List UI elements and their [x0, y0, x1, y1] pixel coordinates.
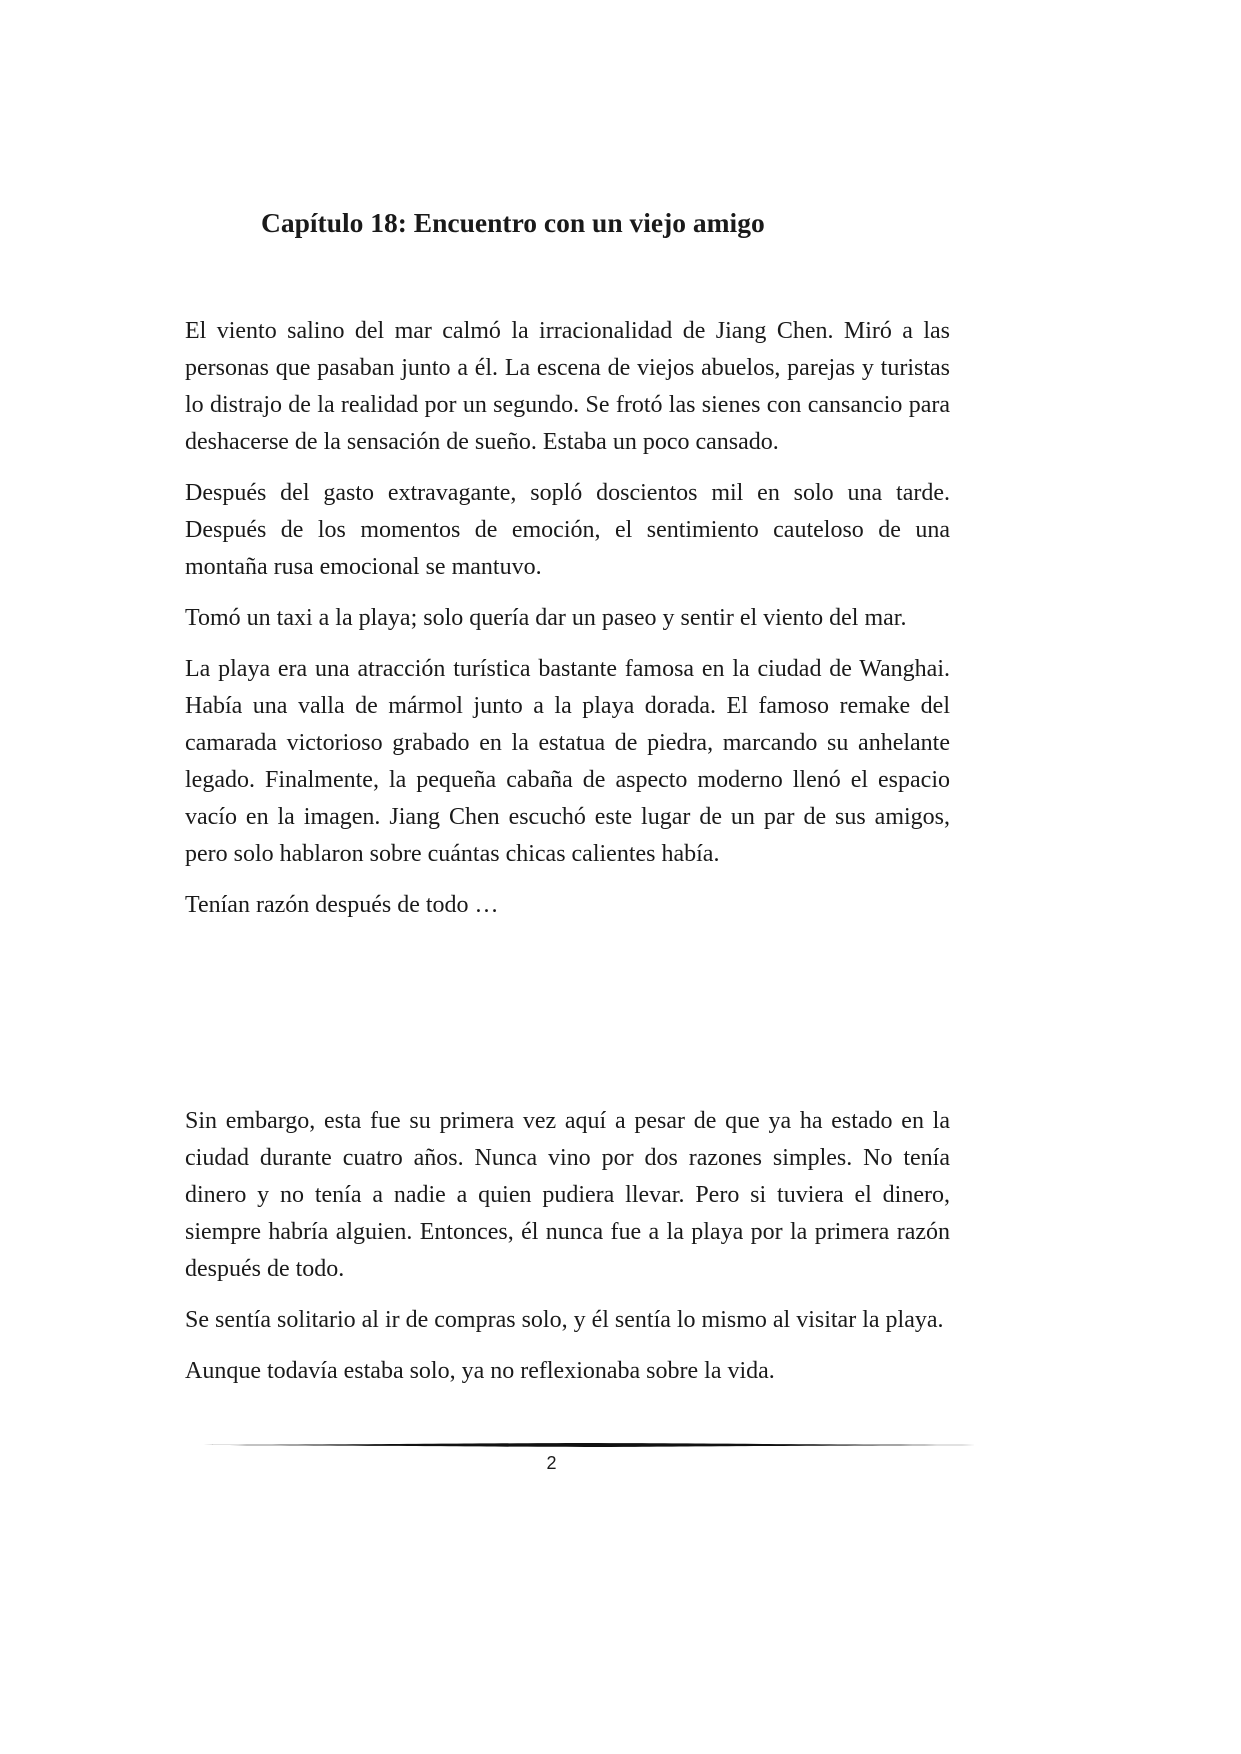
paragraph: La playa era una atracción turística bastante famosa en la ciudad de Wanghai. Había una valla de mármol junto a la playa dorada. El famoso remake del camarada victorioso grabado en la estatua de piedra, marcando su anhelante legado. Finalmente, la pequeña cabaña de aspecto moderno llenó el espacio vacío en la imagen. Jiang Chen escuchó este lugar de un par de sus amigos, pero solo hablaron sobre cuántas chicas calientes había.: [185, 656, 950, 867]
paragraph: Se sentía solitario al ir de compras solo, y él sentía lo mismo al visitar la playa.: [185, 1307, 944, 1333]
footer-divider-rule: [185, 1438, 989, 1452]
chapter-title: Capítulo 18: Encuentro con un viejo amigo: [261, 207, 765, 238]
paragraph: Tomó un taxi a la playa; solo quería dar un paseo y sentir el viento del mar.: [185, 605, 907, 631]
paragraph: Aunque todavía estaba solo, ya no reflexionaba sobre la vida.: [185, 1358, 775, 1384]
body-text-section-1: [185, 313, 950, 924]
paragraph: Tenían razón después de todo …: [185, 892, 499, 918]
paragraph: Después del gasto extravagante, sopló doscientos mil en solo una tarde. Después de los momentos de emoción, el sentimiento cauteloso de una montaña rusa emocional se mantuvo.: [185, 480, 950, 580]
page-number: 2: [546, 1453, 557, 1473]
paragraph: Sin embargo, esta fue su primera vez aquí a pesar de que ya ha estado en la ciudad durante cuatro años. Nunca vino por dos razones simples. No tenía dinero y no tenía a nadie a quien pudiera llevar. Pero si tuviera el dinero, siempre habría alguien. Entonces, él nunca fue a la playa por la primera razón después de todo.: [185, 1108, 950, 1282]
paragraph: El viento salino del mar calmó la irracionalidad de Jiang Chen. Miró a las personas que pasaban junto a él. La escena de viejos abuelos, parejas y turistas lo distrajo de la realidad por un segundo. Se frotó las sienes con cansancio para deshacerse de la sensación de sueño. Estaba un poco cansado.: [185, 318, 950, 455]
body-text-section-2: [185, 1103, 950, 1390]
